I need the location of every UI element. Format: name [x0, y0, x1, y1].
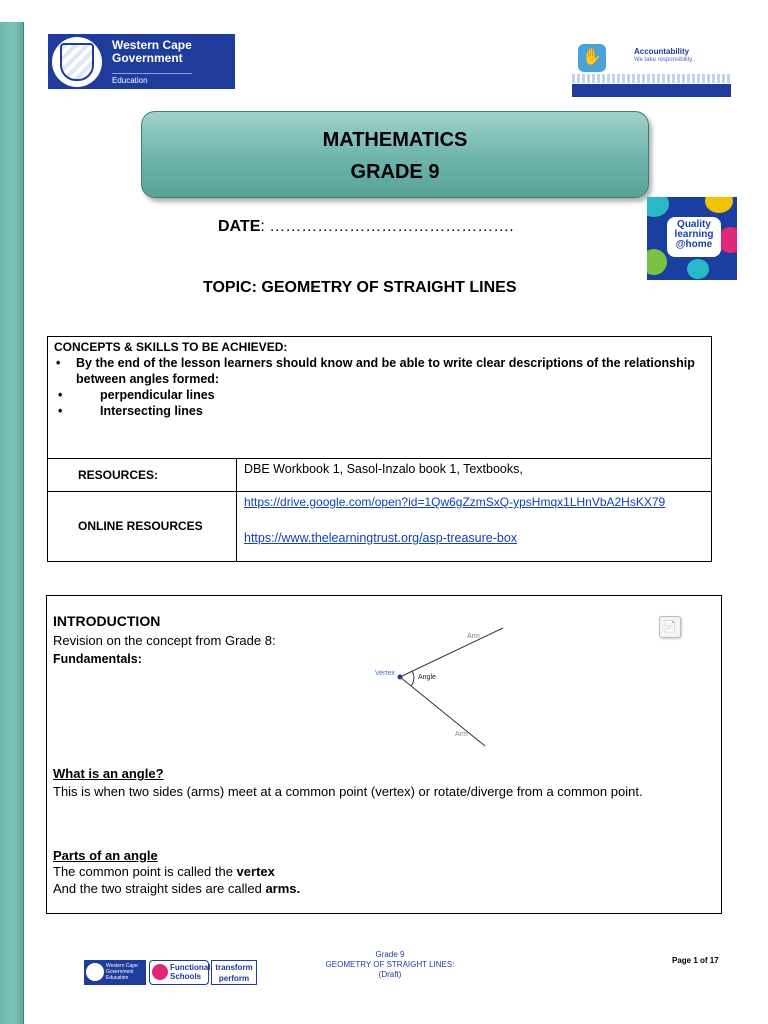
concepts-main-bullet-text: By the end of the lesson learners should know and be able to write clear descriptions of the relationship between angles formed: [76, 356, 695, 386]
western-cape-government-logo [48, 34, 235, 89]
footer-draft: (Draft) [378, 970, 402, 979]
angle-diagram [367, 626, 567, 751]
footer-circle-icon [152, 964, 168, 980]
document-icon[interactable]: 📄 [659, 616, 681, 638]
google-drive-link[interactable]: https://drive.google.com/open?id=1Qw6gZzmSxQ-ypsHmqx1LHnVbA2HsKX79 [244, 495, 666, 509]
footer-wcg-sub: Education [106, 975, 129, 981]
introduction-box [46, 595, 722, 914]
concepts-heading: CONCEPTS & SKILLS TO BE ACHIEVED: [54, 340, 288, 354]
page-number: Page 1 of 17 [672, 956, 719, 965]
arms-term: arms. [265, 881, 301, 896]
footer-wcg-logo [84, 960, 146, 985]
sub-bullet-text: perpendicular lines [100, 388, 215, 402]
sub-bullet-text: Intersecting lines [100, 404, 203, 418]
top-arm-line [400, 628, 503, 677]
grade-title: GRADE 9 [350, 161, 440, 183]
angle-label: Angle [418, 674, 436, 681]
online-resources-label: ONLINE RESOURCES [78, 519, 203, 533]
vertex-sentence [53, 864, 275, 879]
revision-text: Revision on the concept from Grade 8: [53, 633, 276, 648]
concepts-table [47, 336, 712, 562]
what-is-an-angle-text: This is when two sides (arms) meet at a common point (vertex) or rotate/diverge from a common point. [53, 784, 643, 799]
accountability-subtitle: We take responsibility. [634, 57, 694, 63]
resources-label: RESOURCES: [78, 468, 159, 482]
fundamentals-label: Fundamentals: [53, 652, 142, 666]
wcg-line2: Government [112, 50, 183, 65]
parts-of-an-angle-heading: Parts of an angle [53, 848, 158, 863]
topic-heading: TOPIC: GEOMETRY OF STRAIGHT LINES [203, 279, 517, 296]
footer-transform-perform-logo: transform perform [211, 960, 257, 985]
vertex-point [398, 675, 403, 680]
bottom-arm-line [400, 677, 485, 746]
footer-logos [84, 960, 257, 985]
date-line [218, 218, 514, 236]
arms-sentence-text: And the two straight sides are called [53, 881, 266, 896]
bottom-arm-label: Arm [455, 731, 468, 738]
accountability-title: Accountability [634, 47, 690, 56]
what-is-an-angle-heading: What is an angle? [53, 766, 164, 781]
subject-title: MATHEMATICS [322, 129, 468, 151]
date-blank: : ………………………………………. [260, 218, 514, 235]
qlh-text: Quality learning @home [667, 217, 721, 257]
vertex-label: Vertex [375, 670, 395, 677]
date-label: DATE [218, 218, 261, 235]
resources-value: DBE Workbook 1, Sasol-Inzalo book 1, Textbooks, [244, 462, 523, 476]
footer-functional-schools-logo [149, 960, 209, 985]
coat-of-arms-icon [52, 37, 102, 87]
concepts-main-bullet: • By the end of the lesson learners should know and be able to write clear descriptions of the relationship between angles formed: [56, 356, 695, 386]
hand-icon: ✋ [578, 44, 606, 72]
footer-crest-icon [86, 963, 104, 981]
quality-learning-at-home-logo [647, 197, 737, 280]
vertex-sentence-text: The common point is called the [53, 864, 237, 879]
title-box [141, 111, 649, 198]
sub-bullet-intersecting: • Intersecting lines [58, 404, 203, 418]
arms-sentence [53, 881, 300, 896]
learning-trust-link[interactable]: https://www.thelearningtrust.org/asp-treasure-box [244, 531, 518, 545]
accountability-logo [572, 42, 731, 98]
vertex-term: vertex [236, 864, 275, 879]
angle-arc [411, 671, 414, 686]
footer-center [300, 950, 480, 980]
footer-grade: Grade 9 [375, 950, 405, 959]
wcg-education: Education [112, 73, 192, 85]
footer-wcg-text: Western Cape Government [106, 963, 138, 975]
sub-bullet-perpendicular: • perpendicular lines [58, 388, 215, 402]
footer-fs-text: Functional Schools [170, 963, 211, 981]
wcg-line1: Western Cape [112, 37, 192, 52]
top-arm-label: Arm [467, 633, 480, 640]
introduction-heading: INTRODUCTION [53, 613, 161, 629]
footer-topic: GEOMETRY OF STRAIGHT LINES: [325, 960, 455, 969]
side-accent-bar [0, 22, 24, 1024]
